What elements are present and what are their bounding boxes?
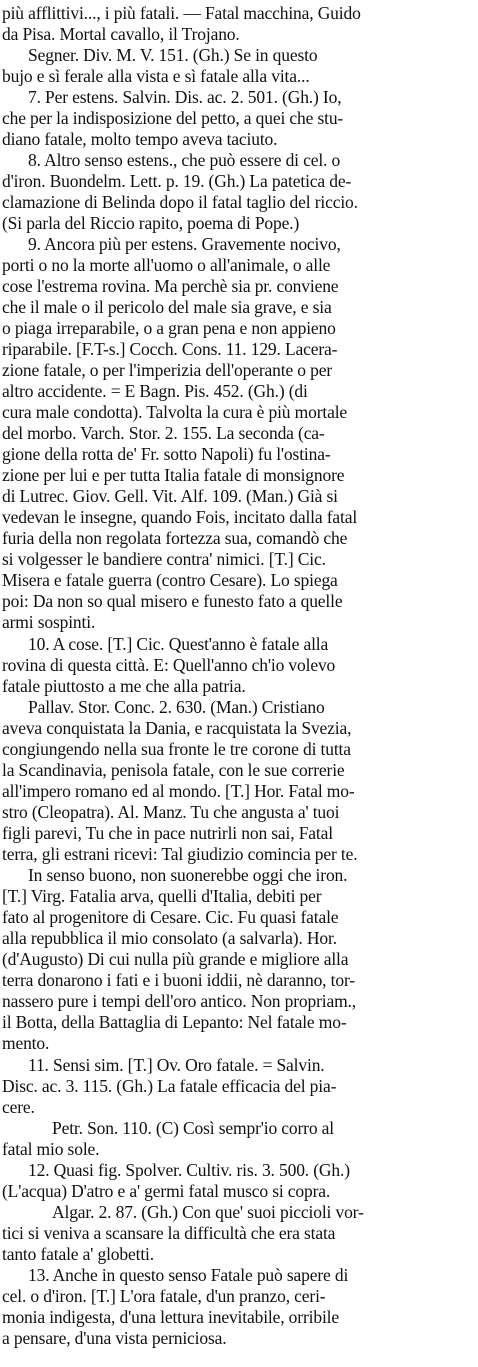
text-line: furia della non regolata fortezza sua, comandò che bbox=[2, 528, 348, 548]
text-line: congiungendo nella sua fronte le tre corone di tutta bbox=[2, 739, 351, 759]
text-line: cose l'estrema rovina. Ma perchè sia pr. conviene bbox=[2, 276, 339, 296]
text-line: di Lutrec. Giov. Gell. Vit. Alf. 109. (Man.) Già si bbox=[2, 486, 338, 506]
text-line: aveva conquistata la Dania, e racquistata la Svezia, bbox=[2, 718, 352, 738]
text-line: vedevan le insegne, quando Fois, incitato dalla fatal bbox=[2, 507, 358, 527]
text-line: cere. bbox=[2, 1097, 35, 1117]
text-line: diano fatale, molto tempo aveva taciuto. bbox=[2, 129, 278, 149]
text-line: che per la indisposizione del petto, a quei che stu- bbox=[2, 108, 344, 128]
text-line: zione per lui e per tutta Italia fatale di monsignore bbox=[2, 465, 345, 485]
text-line: o piaga irreparabile, o a gran pena e non appieno bbox=[2, 318, 336, 338]
text-line: (L'acqua) D'atro e a' germi fatal musco si copra. bbox=[2, 1181, 331, 1201]
text-line: 9. Ancora più per estens. Gravemente nocivo, bbox=[28, 234, 341, 254]
text-line: Algar. 2. 87. (Gh.) Con que' suoi piccioli vor- bbox=[52, 1202, 364, 1222]
text-line: del morbo. Varch. Stor. 2. 155. La seconda (ca- bbox=[2, 423, 325, 443]
text-line: monia indigesta, d'una lettura inevitabile, orribile bbox=[2, 1307, 339, 1327]
text-line: 12. Quasi fig. Spolver. Cultiv. ris. 3. 500. (Gh.) bbox=[28, 1160, 350, 1180]
text-line: zione fatale, o per l'imperizia dell'operante o per bbox=[2, 360, 333, 380]
text-line: fatale piuttosto a me che alla patria. bbox=[2, 676, 246, 696]
text-line: a pensare, d'una vista perniciosa. bbox=[2, 1328, 227, 1348]
text-line: la Scandinavia, penisola fatale, con le sue correrie bbox=[2, 760, 345, 780]
text-line: (d'Augusto) Di cui nulla più grande e migliore alla bbox=[2, 949, 349, 969]
text-line: si volgesser le bandiere contra' nimici. [T.] Cic. bbox=[2, 549, 326, 569]
text-line: 7. Per estens. Salvin. Dis. ac. 2. 501. (Gh.) Io, bbox=[28, 87, 342, 107]
text-line: figli parevi, Tu che in pace nutrirli non sai, Fatal bbox=[2, 823, 333, 843]
text-line: Disc. ac. 3. 115. (Gh.) La fatale efficacia del pia- bbox=[2, 1076, 337, 1096]
text-line: 8. Altro senso estens., che può essere di cel. o bbox=[28, 150, 341, 170]
text-line: fatal mio sole. bbox=[2, 1139, 100, 1159]
text-line: terra donarono i fati e i buoni iddii, nè daranno, tor- bbox=[2, 970, 355, 990]
text-line: stro (Cleopatra). Al. Manz. Tu che angusta a' tuoi bbox=[2, 802, 340, 822]
text-line: 10. A cose. [T.] Cic. Quest'anno è fatale alla bbox=[28, 634, 329, 654]
text-line: (Si parla del Riccio rapito, poema di Pope.) bbox=[2, 213, 300, 233]
text-line: cel. o d'iron. [T.] L'ora fatale, d'un pranzo, ceri- bbox=[2, 1286, 326, 1306]
text-line: più afflittivi..., i più fatali. — Fatal macchina, Guido bbox=[2, 3, 361, 23]
text-line: clamazione di Belinda dopo il fatal taglio del riccio. bbox=[2, 192, 358, 212]
text-line: altro accidente. = E Bagn. Pis. 452. (Gh.) (di bbox=[2, 381, 308, 401]
text-line: terra, gli estrani ricevi: Tal giudizio comincia per te. bbox=[2, 844, 358, 864]
text-line: Segner. Div. M. V. 151. (Gh.) Se in questo bbox=[28, 45, 318, 65]
text-line: riparabile. [F.T-s.] Cocch. Cons. 11. 129. Lacera- bbox=[2, 339, 338, 359]
text-line: porti o no la morte all'uomo o all'animale, o alle bbox=[2, 255, 331, 275]
text-line: all'impero romano ed al mondo. [T.] Hor. Fatal mo- bbox=[2, 781, 355, 801]
text-line: Petr. Son. 110. (C) Così sempr'io corro al bbox=[52, 1118, 335, 1138]
text-line: 13. Anche in questo senso Fatale può sapere di bbox=[28, 1265, 349, 1285]
text-line: che il male o il pericolo del male sia grave, e sia bbox=[2, 297, 332, 317]
text-line: In senso buono, non suonerebbe oggi che iron. bbox=[28, 865, 348, 885]
text-line: alla repubblica il mio consolato (a salvarla). Hor. bbox=[2, 928, 337, 948]
text-line: rovina di questa città. E: Quell'anno ch'io volevo bbox=[2, 655, 336, 675]
text-line: armi sospinti. bbox=[2, 612, 96, 632]
text-line: tanto fatale a' globetti. bbox=[2, 1244, 154, 1264]
text-line: gione della rotta de' Fr. sotto Napoli) fu l'ostina- bbox=[2, 444, 331, 464]
text-line: d'iron. Buondelm. Lett. p. 19. (Gh.) La patetica de- bbox=[2, 171, 352, 191]
text-line: mento. bbox=[2, 1033, 50, 1053]
text-line: poi: Da non so qual misero e funesto fato a quelle bbox=[2, 591, 343, 611]
text-line: fato al progenitore di Cesare. Cic. Fu quasi fatale bbox=[2, 907, 339, 927]
text-line: da Pisa. Mortal cavallo, il Trojano. bbox=[2, 24, 240, 44]
text-line: il Botta, della Battaglia di Lepanto: Nel fatale mo- bbox=[2, 1012, 347, 1032]
text-line: Misera e fatale guerra (contro Cesare). Lo spiega bbox=[2, 570, 338, 590]
text-line: Pallav. Stor. Conc. 2. 630. (Man.) Cristiano bbox=[28, 697, 325, 717]
text-line: bujo e sì ferale alla vista e sì fatale alla vita... bbox=[2, 66, 310, 86]
text-line: tici si veniva a scansare la difficultà che era stata bbox=[2, 1223, 336, 1243]
text-line: cura male condotta). Talvolta la cura è più mortale bbox=[2, 402, 348, 422]
text-line: [T.] Virg. Fatalia arva, quelli d'Italia, debiti per bbox=[2, 886, 322, 906]
text-line: nassero pure i tempi dell'oro antico. Non propriam., bbox=[2, 991, 357, 1011]
text-line: 11. Sensi sim. [T.] Ov. Oro fatale. = Salvin. bbox=[28, 1055, 325, 1075]
